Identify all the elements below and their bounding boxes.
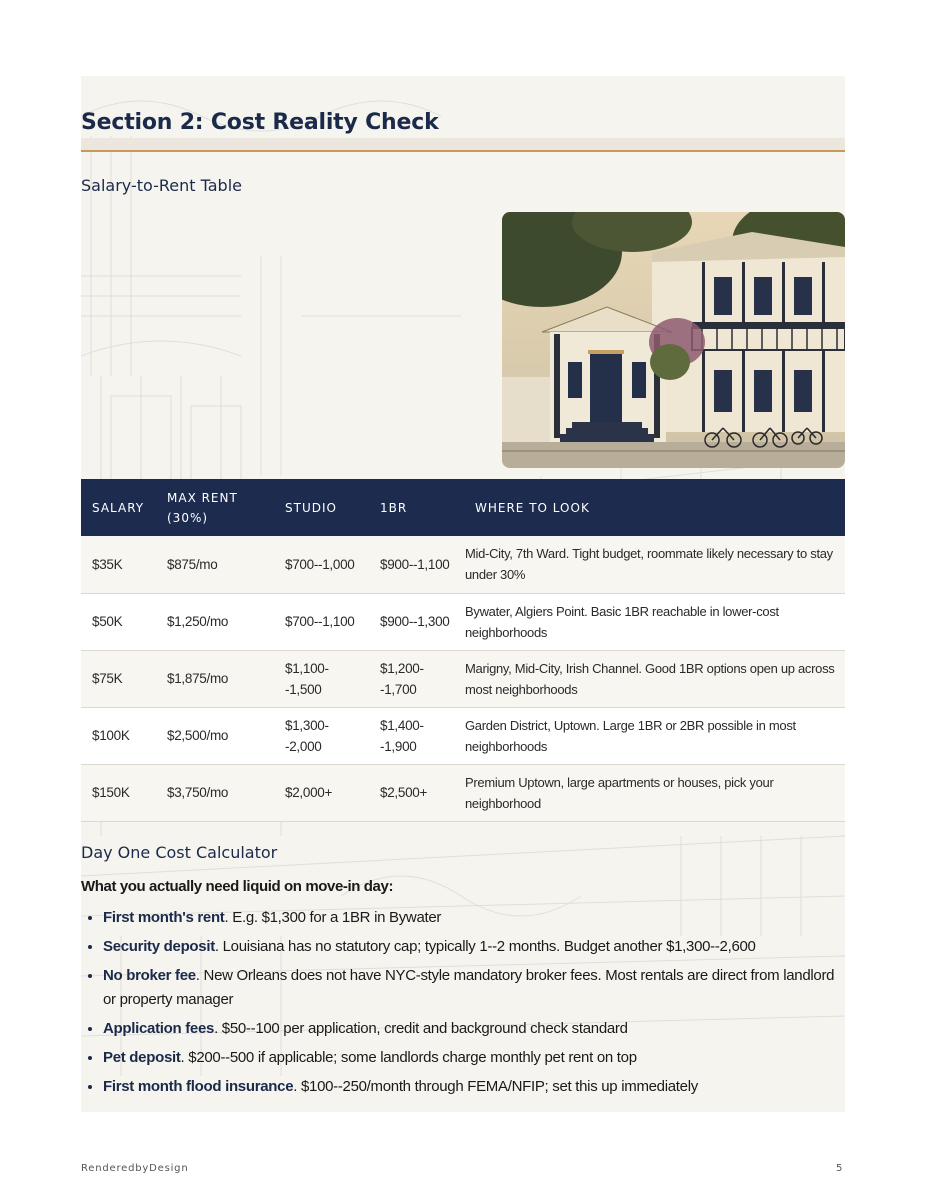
column-header-studio: STUDIO bbox=[285, 500, 337, 515]
cell-studio: $1,300--2,000 bbox=[285, 717, 329, 754]
cost-detail: . $100--250/month through FEMA/NFIP; set this up immediately bbox=[293, 1078, 698, 1095]
cell-salary: $50K bbox=[92, 614, 123, 629]
cell-studio: $2,000+ bbox=[285, 785, 333, 800]
table-row bbox=[81, 764, 845, 821]
cost-detail: . $200--500 if applicable; some landlords charge monthly pet rent on top bbox=[180, 1049, 637, 1066]
cost-detail: . New Orleans does not have NYC-style mandatory broker fees. Most rentals are direct from landlord or property manager bbox=[103, 967, 835, 1008]
cell-where-to-look: Mid-City, 7th Ward. Tight budget, roommate likely necessary to stay under 30% bbox=[465, 546, 833, 583]
list-item bbox=[103, 1075, 843, 1099]
list-item bbox=[103, 935, 843, 959]
cost-detail: . E.g. $1,300 for a 1BR in Bywater bbox=[224, 909, 442, 926]
cell-salary: $150K bbox=[92, 785, 130, 800]
column-header-1br: 1BR bbox=[380, 500, 408, 515]
footer-brand: RenderedbyDesign bbox=[81, 1163, 189, 1174]
list-item bbox=[103, 906, 843, 930]
cost-label: First month's rent bbox=[103, 909, 225, 926]
house-photo bbox=[502, 212, 845, 468]
cell-where-to-look: Bywater, Algiers Point. Basic 1BR reachable in lower-cost neighborhoods bbox=[465, 603, 779, 640]
cell-studio: $1,100--1,500 bbox=[285, 660, 329, 697]
cell-where-to-look: Garden District, Uptown. Large 1BR or 2BR possible in most neighborhoods bbox=[465, 717, 796, 754]
cost-label: First month flood insurance bbox=[103, 1078, 294, 1095]
list-item bbox=[103, 1017, 843, 1041]
table-row bbox=[81, 593, 845, 650]
list-item bbox=[103, 964, 843, 1012]
cell-max-rent: $3,750/mo bbox=[167, 785, 229, 800]
page-number: 5 bbox=[836, 1163, 843, 1174]
column-header-where-to-look: WHERE TO LOOK bbox=[475, 500, 590, 515]
cell-1br: $1,400--1,900 bbox=[380, 717, 424, 754]
column-header-salary: SALARY bbox=[92, 500, 145, 515]
section-title: Section 2: Cost Reality Check bbox=[81, 110, 439, 135]
title-band bbox=[81, 138, 845, 150]
cell-salary: $75K bbox=[92, 671, 123, 686]
cost-label: Application fees bbox=[103, 1020, 215, 1037]
salary-to-rent-table bbox=[81, 479, 845, 822]
cell-salary: $100K bbox=[92, 728, 130, 743]
cost-label: Pet deposit bbox=[103, 1049, 181, 1066]
cost-detail: . $50--100 per application, credit and background check standard bbox=[214, 1020, 628, 1037]
cell-max-rent: $2,500/mo bbox=[167, 728, 229, 743]
cell-max-rent: $1,875/mo bbox=[167, 671, 229, 686]
cell-studio: $700--1,000 bbox=[285, 556, 355, 572]
cell-max-rent: $875/mo bbox=[167, 556, 218, 572]
cell-1br: $2,500+ bbox=[380, 785, 428, 800]
cost-label: No broker fee bbox=[103, 967, 196, 984]
title-divider bbox=[81, 150, 845, 152]
cell-studio: $700--1,100 bbox=[285, 614, 355, 629]
calculator-heading: Day One Cost Calculator bbox=[81, 843, 278, 862]
table-header-row bbox=[81, 479, 845, 536]
cell-1br: $900--1,100 bbox=[380, 556, 450, 572]
cell-max-rent: $1,250/mo bbox=[167, 614, 229, 629]
list-item bbox=[103, 1046, 843, 1070]
table-row bbox=[81, 650, 845, 707]
table-row bbox=[81, 536, 845, 593]
cell-where-to-look: Premium Uptown, large apartments or houses, pick your neighborhood bbox=[465, 774, 774, 811]
move-in-cost-list bbox=[81, 906, 843, 1104]
cost-label: Security deposit bbox=[103, 938, 215, 955]
cell-1br: $1,200--1,700 bbox=[380, 660, 424, 697]
cell-1br: $900--1,300 bbox=[380, 614, 450, 629]
column-header-max-rent: MAX RENT (30%) bbox=[167, 490, 238, 525]
cost-detail: . Louisiana has no statutory cap; typically 1--2 months. Budget another $1,300--2,600 bbox=[214, 938, 756, 955]
table-heading: Salary-to-Rent Table bbox=[81, 176, 242, 195]
new-orleans-house-illustration bbox=[502, 212, 845, 468]
cell-where-to-look: Marigny, Mid-City, Irish Channel. Good 1BR options open up across most neighborhoods bbox=[465, 660, 835, 697]
cell-salary: $35K bbox=[92, 556, 123, 572]
calculator-intro: What you actually need liquid on move-in day: bbox=[81, 878, 394, 895]
table-row bbox=[81, 707, 845, 764]
